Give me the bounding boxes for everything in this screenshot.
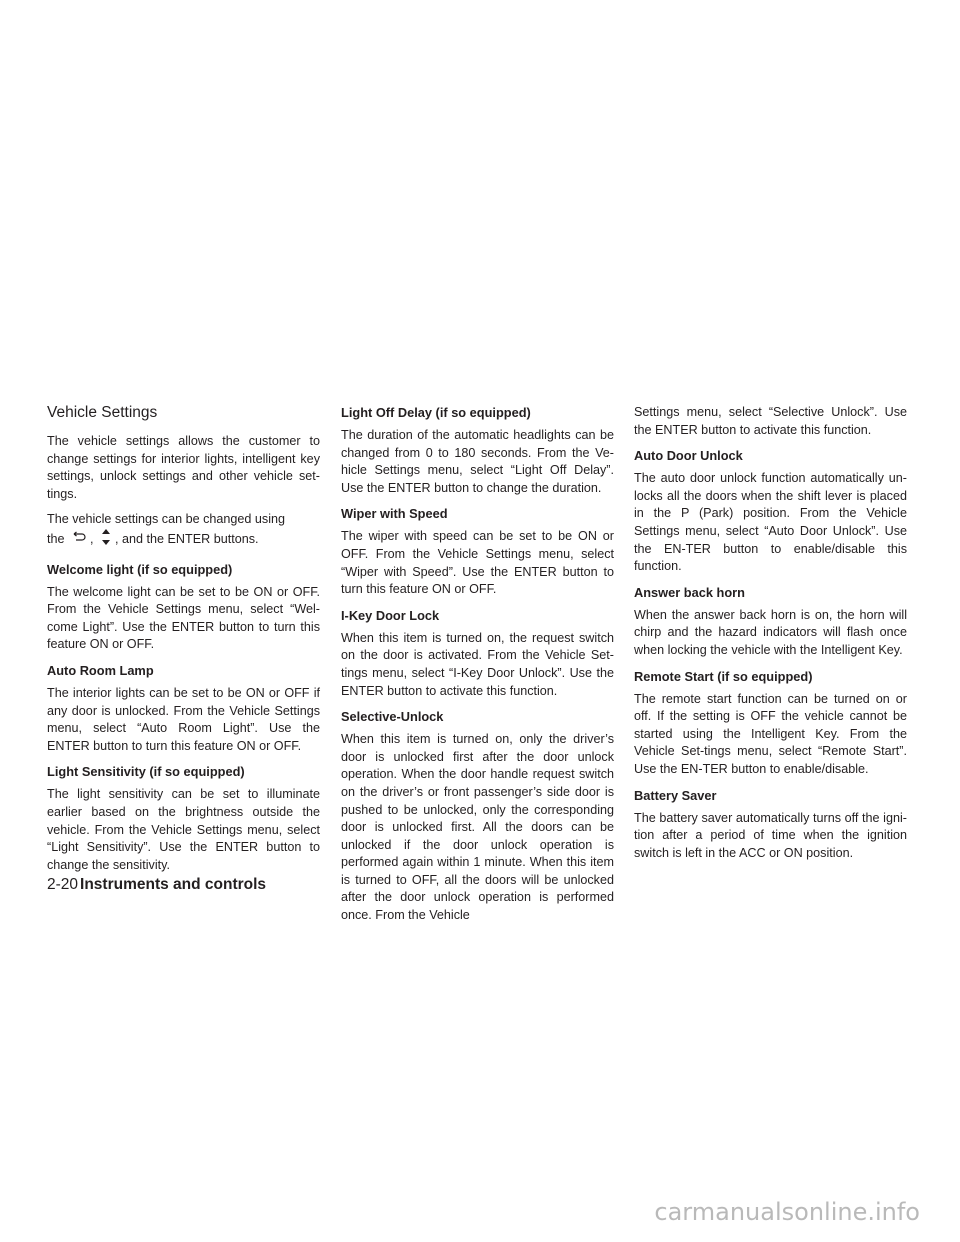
column-3	[634, 404, 907, 870]
battery-saver-text: The battery saver automatically turns off the igni-tion after a period of time when the ignition switch is left in the ACC or ON position.	[634, 810, 907, 860]
selective-unlock-heading: Selective-Unlock	[341, 709, 444, 725]
ikey-door-lock-heading: I-Key Door Lock	[341, 607, 440, 623]
light-sensitivity-heading: Light Sensitivity (if so equipped)	[47, 764, 245, 780]
using-comma: ,	[90, 532, 94, 547]
selective-unlock-continued: Settings menu, select “Selective Unlock”. Use the ENTER button to activate this function.	[634, 405, 907, 437]
using-the: the	[47, 532, 65, 547]
using-tail: , and the ENTER buttons.	[115, 532, 259, 547]
battery-saver-heading: Battery Saver	[634, 787, 717, 803]
light-off-delay-heading: Light Off Delay (if so equipped)	[341, 405, 531, 420]
welcome-light-text: The welcome light can be set to be ON or OFF. From the Vehicle Settings menu, select “Wel-come Light”. Use the ENTER button to turn this feature ON or OFF.	[47, 584, 320, 652]
auto-room-lamp-text: The interior lights can be set to be ON or OFF if any door is unlocked. From the Vehicle Settings menu, select “Auto Room Light”. Use the ENTER button to turn this feature ON or OFF.	[47, 685, 320, 753]
wiper-speed-heading: Wiper with Speed	[341, 506, 448, 522]
answer-back-horn-text: When the answer back horn is on, the horn will chirp and the hazard indicators will flash once when locking the vehicle with the Intelligent Key.	[634, 607, 907, 657]
auto-door-unlock-text: The auto door unlock function automatically un-locks all the doors when the shift lever is placed in the P (Park) position. From the Vehicle Settings menu, select “Auto Door Unlock”. Use the EN-TER button to enable/disable this function.	[634, 471, 907, 574]
remote-start-heading: Remote Start (if so equipped)	[634, 668, 813, 684]
intro-paragraph: The vehicle settings allows the customer to change settings for interior lights, intelligent key settings, unlock settings and other vehicle set-tings.	[47, 434, 320, 501]
up-down-arrows-icon	[101, 529, 111, 551]
page-title: Vehicle Settings	[47, 404, 158, 421]
section-title: Instruments and controls	[80, 876, 267, 893]
watermark: carmanualsonline.info	[654, 1198, 920, 1226]
light-off-delay-text: The duration of the automatic headlights can be changed from 0 to 180 seconds. From the Ve-hicle Settings menu, select “Light Off Delay”. Use the ENTER button to change the duration.	[341, 428, 614, 495]
using-line: The vehicle settings can be changed using	[47, 512, 286, 527]
ikey-door-lock-text: When this item is turned on, the request switch on the door is activated. From the Vehicle Set-tings menu, select “I-Key Door Unlock”. Use the ENTER button to activate this function.	[341, 630, 614, 698]
page-number: 2-20	[47, 876, 79, 893]
back-button-icon	[72, 531, 86, 549]
welcome-light-heading: Welcome light (if so equipped)	[47, 561, 233, 577]
using-buttons-paragraph	[47, 511, 320, 550]
auto-door-unlock-heading: Auto Door Unlock	[634, 448, 743, 464]
remote-start-text: The remote start function can be turned on or off. If the setting is OFF the vehicle cannot be started using the Intelligent Key. From the Vehicle Set-tings menu, select “Remote Start”. Use the EN-TER button to enable/disable.	[634, 691, 907, 776]
column-1	[47, 403, 320, 882]
auto-room-lamp-heading: Auto Room Lamp	[47, 662, 154, 678]
wiper-speed-text: The wiper with speed can be set to be ON or OFF. From the Vehicle Settings menu, select “Wiper with Speed”. Use the ENTER button to turn this feature ON or OFF.	[341, 529, 614, 597]
selective-unlock-text: When this item is turned on, only the driver’s door is unlocked first after the door unlock operation. When the door handle request switch on the driver’s or front passenger’s side door is pushed to be unlocked, only the corresponding door is unlocked first. All the doors can be unlocked if the door unlock operation is performed again within 1 minute. When this item is turned to OFF, all the doors will be unlocked after the door unlock operation is performed once. From the Vehicle	[341, 732, 614, 923]
answer-back-horn-heading: Answer back horn	[634, 584, 745, 600]
column-2	[341, 404, 614, 933]
page-footer	[47, 876, 266, 894]
light-sensitivity-text: The light sensitivity can be set to illuminate earlier based on the brightness outside the vehicle. From the Vehicle Settings menu, select “Light Sensitivity”. Use the ENTER button to change the sensitivity.	[47, 787, 320, 872]
